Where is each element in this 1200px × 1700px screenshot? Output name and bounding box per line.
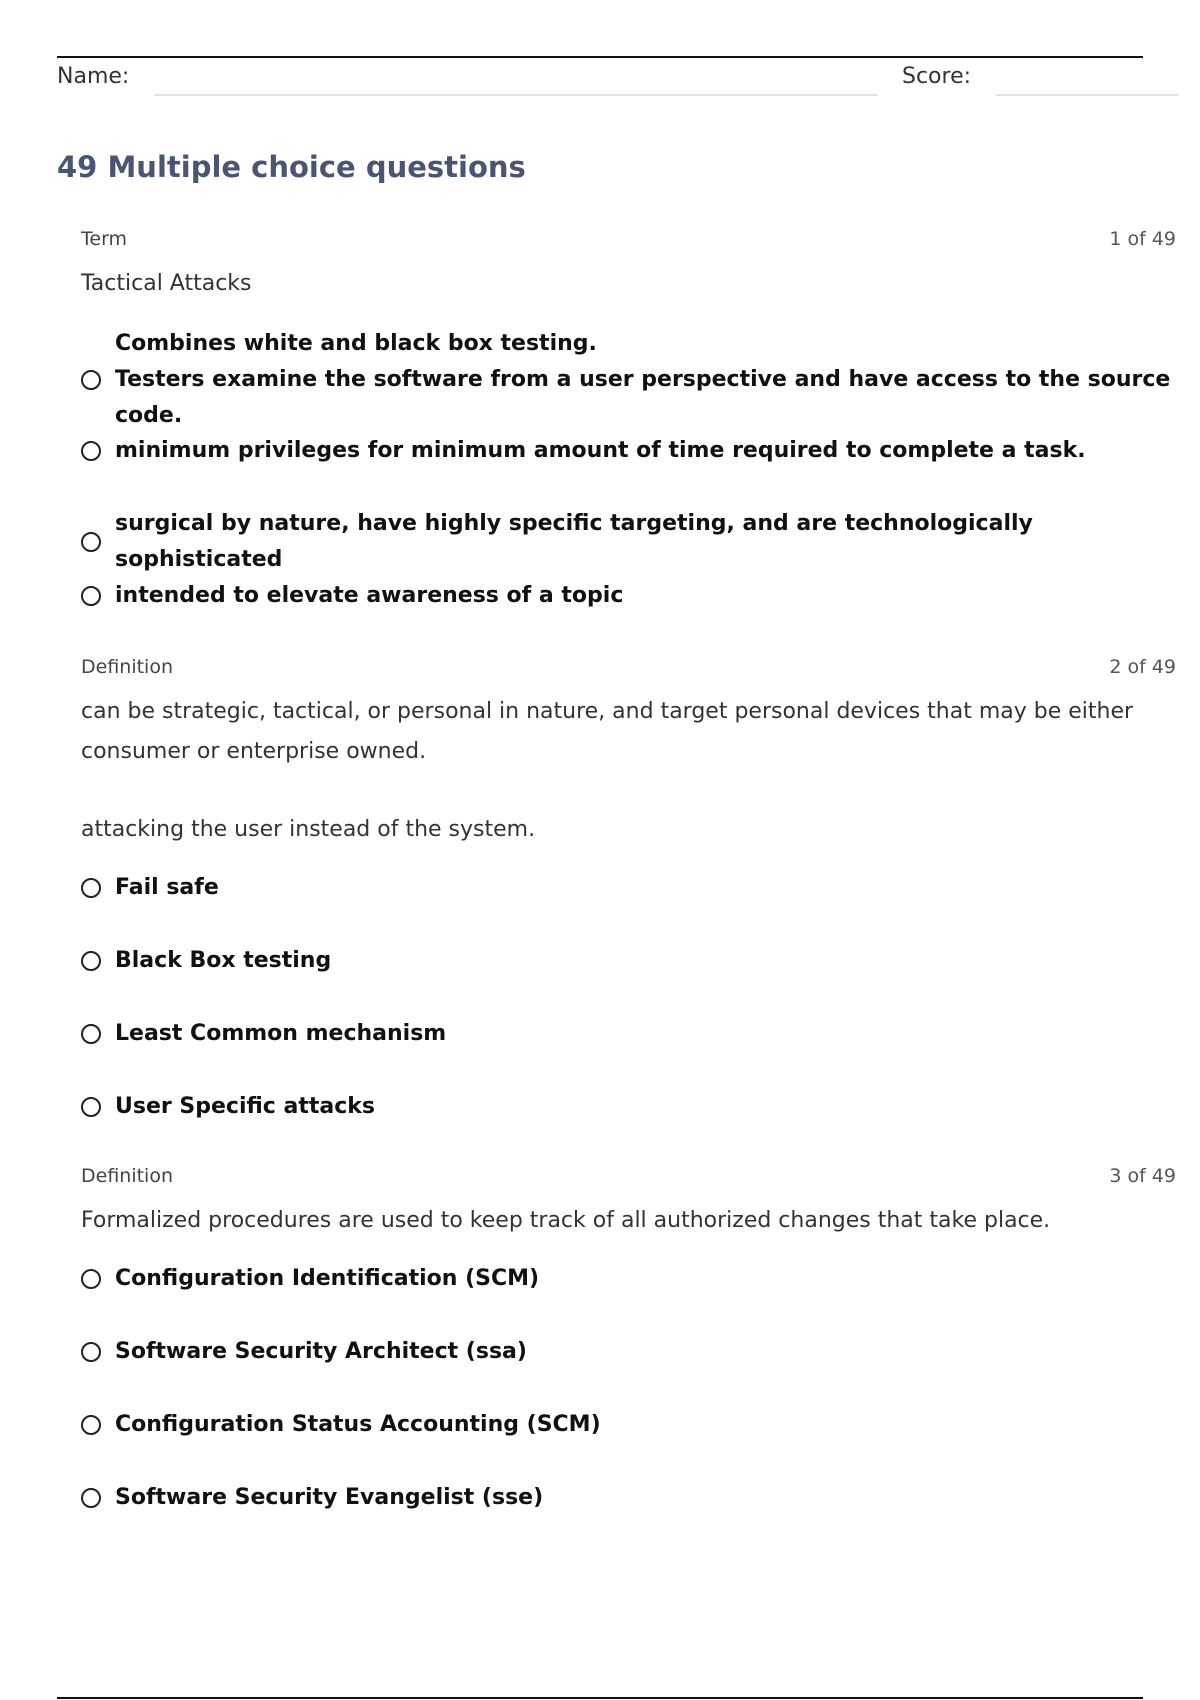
answer-option[interactable] [81, 506, 1176, 578]
answer-option[interactable] [81, 1334, 527, 1370]
question-3 [81, 1165, 1176, 1510]
option-label: User Specific attacks [115, 1094, 375, 1119]
question-prompt [81, 692, 1141, 850]
radio-icon[interactable] [81, 878, 101, 898]
radio-icon[interactable] [81, 586, 101, 606]
answer-option[interactable] [81, 1407, 601, 1443]
prompt-line: Tactical Attacks [81, 271, 252, 296]
name-label: Name: [57, 64, 130, 89]
option-label: Configuration Identification (SCM) [115, 1266, 540, 1291]
prompt-line: attacking the user instead of the system. [81, 817, 536, 842]
radio-icon[interactable] [81, 1342, 101, 1362]
radio-icon[interactable] [81, 1024, 101, 1044]
question-kind: Definition [81, 656, 174, 678]
radio-icon[interactable] [81, 532, 101, 552]
answer-option[interactable] [81, 1480, 543, 1516]
option-label: Least Common mechanism [115, 1021, 447, 1046]
question-number: 3 of 49 [1109, 1165, 1176, 1187]
answer-option[interactable] [81, 578, 623, 614]
option-label: Software Security Evangelist (sse) [115, 1485, 544, 1510]
answer-option[interactable] [81, 326, 1176, 434]
name-field-line[interactable] [154, 94, 878, 96]
radio-icon[interactable] [81, 1097, 101, 1117]
answer-option[interactable] [81, 1261, 539, 1297]
radio-icon[interactable] [81, 1269, 101, 1289]
radio-icon[interactable] [81, 951, 101, 971]
prompt-line: Formalized procedures are used to keep track of all authorized changes that take place. [81, 1208, 1051, 1233]
option-label: Fail safe [115, 875, 219, 900]
question-number: 2 of 49 [1109, 656, 1176, 678]
option-label: Combines white and black box testing. Testers examine the software from a user perspective and have access to the source code. [115, 331, 1171, 428]
option-label: Black Box testing [115, 948, 332, 973]
question-prompt [81, 1201, 1176, 1241]
answer-option[interactable] [81, 943, 331, 979]
option-label: Configuration Status Accounting (SCM) [115, 1412, 601, 1437]
question-1 [81, 228, 1176, 608]
radio-icon[interactable] [81, 1415, 101, 1435]
option-label: surgical by nature, have highly specific targeting, and are technologically sophisticated [115, 511, 1033, 572]
section-title: 49 Multiple choice questions [57, 150, 526, 184]
score-field-line[interactable] [996, 94, 1178, 96]
prompt-line: can be strategic, tactical, or personal in nature, and target personal devices that may be either consumer or enterprise owned. [81, 699, 1134, 764]
option-label: intended to elevate awareness of a topic [115, 583, 624, 608]
question-prompt [81, 264, 1176, 304]
question-kind: Term [81, 228, 128, 250]
bottom-rule [57, 1697, 1143, 1699]
question-number: 1 of 49 [1109, 228, 1176, 250]
answer-option[interactable] [81, 1089, 375, 1125]
question-2 [81, 656, 1176, 1119]
answer-option[interactable] [81, 870, 219, 906]
option-label: minimum privileges for minimum amount of time required to complete a task. [115, 438, 1086, 463]
score-label: Score: [902, 64, 972, 89]
radio-icon[interactable] [81, 441, 101, 461]
answer-option[interactable] [81, 1016, 446, 1052]
top-rule [57, 56, 1143, 58]
radio-icon[interactable] [81, 370, 101, 390]
option-label: Software Security Architect (ssa) [115, 1339, 527, 1364]
radio-icon[interactable] [81, 1488, 101, 1508]
question-kind: Definition [81, 1165, 174, 1187]
answer-option[interactable] [81, 433, 1086, 469]
